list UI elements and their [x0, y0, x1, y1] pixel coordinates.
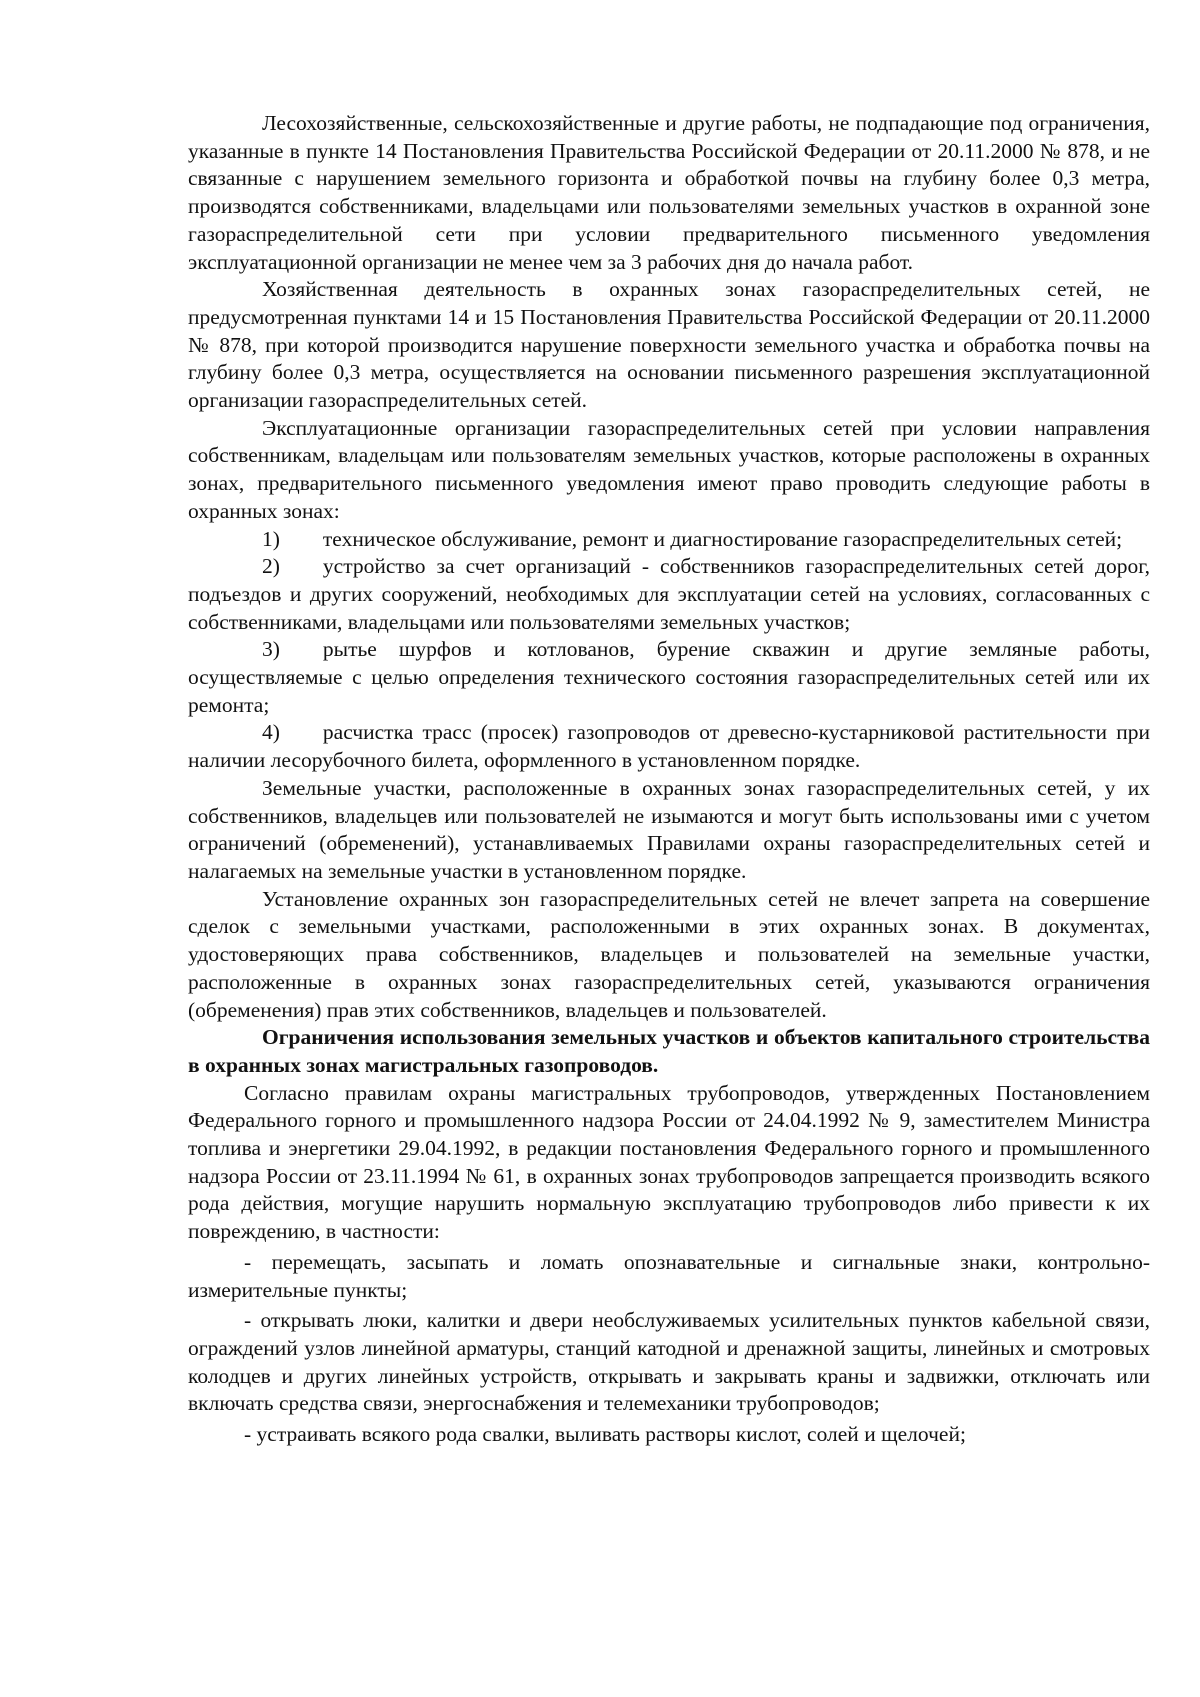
dash-list-item: - перемещать, засыпать и ломать опознавательные и сигнальные знаки, контрольно-измерительные пункты;: [188, 1249, 1150, 1302]
document-page: [188, 110, 1150, 1449]
list-item: 1) техническое обслуживание, ремонт и диагностирование газораспределительных сетей;: [262, 526, 1123, 551]
paragraph-intro: Согласно правилам охраны магистральных трубопроводов, утвержденных Постановлением Федерального горного и промышленного надзора России от 24.04.1992 № 9, заместителем Министра топлива и энергетики 29.04.1992, в редакции постановления Федерального горного и промышленного надзора России от 23.11.1994 № 61, в охранных зонах трубопроводов запрещается производить всякого рода действия, могущие нарушить нормальную эксплуатацию трубопроводов либо привести к их повреждению, в частности:: [188, 1080, 1150, 1244]
paragraph-protected-zones: Установление охранных зон газораспределительных сетей не влечет запрета на совершение сделок с земельными участками, расположенными в этих охранных зонах. В документах, удостоверяющих права собственников, владельцев и пользователей на земельные участки, расположенные в охранных зонах газораспределительных сетей, указываются ограничения (обременения) прав этих собственников, владельцев и пользователей.: [188, 886, 1150, 1022]
list-item: 2) устройство за счет организаций - собственников газораспределительных сетей дорог, подъездов и других сооружений, необходимых для эксплуатации сетей на условиях, согласованных с собственниками, владельцами или пользователями земельных участков;: [188, 554, 1150, 634]
list-item: 4) расчистка трасс (просек) газопроводов от древесно-кустарниковой растительности при наличии лесорубочного билета, оформленного в установленном порядке.: [188, 720, 1150, 773]
paragraph-economic-activity: Хозяйственная деятельность в охранных зонах газораспределительных сетей, не предусмотренная пунктами 14 и 15 Постановления Правительства Российской Федерации от 20.11.2000 № 878, при которой производится нарушение поверхности земельного участка и обработка почвы на глубину более 0,3 метра, осуществляется на основании письменного разрешения эксплуатационной организации газораспределительных сетей.: [188, 277, 1150, 413]
list-item: 3) рытье шурфов и котлованов, бурение скважин и другие земляные работы, осуществляемые с целью определения технического состояния газораспределительных сетей или их ремонта;: [188, 637, 1150, 717]
paragraph-operating-organizations: Эксплуатационные организации газораспределительных сетей при условии направления собственникам, владельцам или пользователям земельных участков, которые расположены в охранных зонах, предварительного письменного уведомления имеют право проводить следующие работы в охранных зонах:: [188, 415, 1150, 523]
dash-list-item: - открывать люки, калитки и двери необслуживаемых усилительных пунктов кабельной связи, ограждений узлов линейной арматуры, станций катодной и дренажной защиты, линейных и смотровых колодцев и других линейных устройств, открывать и закрывать краны и задвижки, отключать или включать средства связи, энергоснабжения и телемеханики трубопроводов;: [188, 1308, 1150, 1416]
section-heading: Ограничения использования земельных участков и объектов капитального строительства в охранных зонах магистральных газопроводов.: [188, 1025, 1150, 1077]
paragraph-land-plots: Земельные участки, расположенные в охранных зонах газораспределительных сетей, у их собственников, владельцев или пользователей не изымаются и могут быть использованы ими с учетом ограничений (обременений), устанавливаемых Правилами охраны газораспределительных сетей и налагаемых на земельные участки в установленном порядке.: [188, 775, 1150, 883]
paragraph-forestry-works: Лесохозяйственные, сельскохозяйственные и другие работы, не подпадающие под ограничения, указанные в пункте 14 Постановления Правительства Российской Федерации от 20.11.2000 № 878, и не связанные с нарушением земельного горизонта и обработкой почвы на глубину более 0,3 метра, производятся собственниками, владельцами или пользователями земельных участков в охранной зоне газораспределительной сети при условии предварительного письменного уведомления эксплуатационной организации не менее чем за 3 рабочих дня до начала работ.: [188, 111, 1150, 274]
dash-list-item: - устраивать всякого рода свалки, выливать растворы кислот, солей и щелочей;: [244, 1422, 966, 1447]
